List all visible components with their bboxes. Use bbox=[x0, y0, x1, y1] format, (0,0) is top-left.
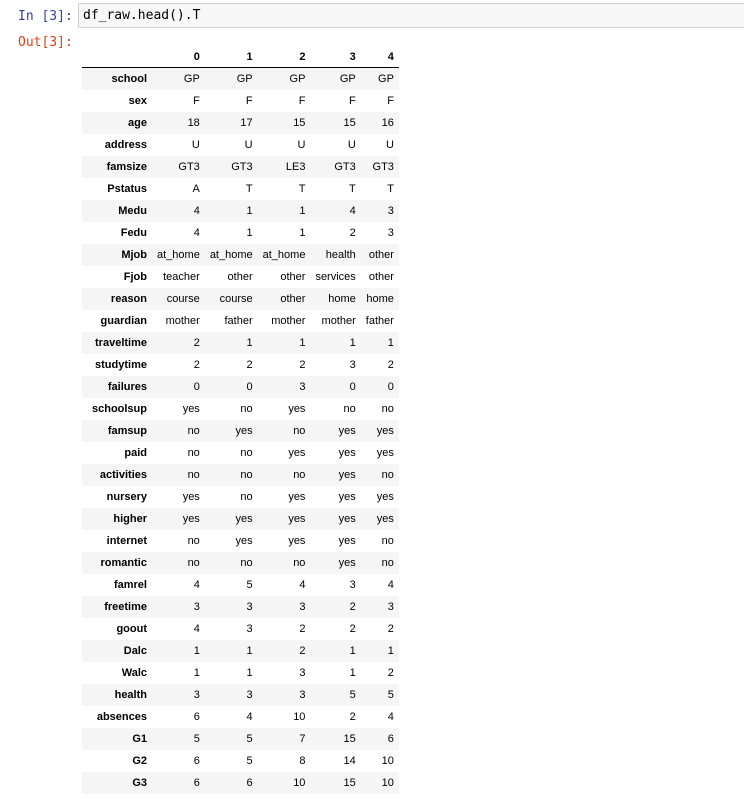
table-cell: GP bbox=[236, 73, 253, 85]
table-cell: U bbox=[297, 139, 306, 151]
table-cell: F bbox=[193, 95, 200, 107]
table-cell: no bbox=[187, 557, 200, 569]
table-cell: U bbox=[385, 139, 394, 151]
table-cell: 1 bbox=[349, 337, 356, 349]
table-cell: 3 bbox=[299, 689, 306, 701]
table-cell: 10 bbox=[381, 777, 394, 789]
table-cell: 17 bbox=[240, 117, 253, 129]
table-cell: 1 bbox=[246, 205, 253, 217]
table-cell: no bbox=[240, 403, 253, 415]
table-cell: T bbox=[387, 183, 394, 195]
row-label: Walc bbox=[121, 667, 147, 679]
table-cell: 1 bbox=[246, 667, 253, 679]
table-row bbox=[82, 134, 399, 156]
table-cell: 1 bbox=[299, 205, 306, 217]
table-cell: 4 bbox=[349, 205, 356, 217]
table-cell: 7 bbox=[299, 733, 306, 745]
table-cell: yes bbox=[338, 513, 356, 525]
header-row bbox=[82, 46, 399, 68]
table-cell: 10 bbox=[293, 777, 306, 789]
table-cell: 1 bbox=[349, 645, 356, 657]
row-label: freetime bbox=[104, 601, 147, 613]
table-cell: 1 bbox=[349, 667, 356, 679]
table-row bbox=[82, 178, 399, 200]
table-cell: 3 bbox=[387, 227, 394, 239]
code-text: df_raw.head().T bbox=[83, 8, 201, 23]
code-input-cell[interactable] bbox=[78, 3, 744, 28]
table-cell: F bbox=[387, 95, 394, 107]
table-cell: other bbox=[368, 249, 394, 261]
table-cell: 2 bbox=[349, 601, 356, 613]
column-header: 4 bbox=[361, 46, 399, 68]
table-cell: mother bbox=[165, 315, 200, 327]
table-cell: 15 bbox=[343, 733, 356, 745]
table-cell: yes bbox=[338, 425, 356, 437]
table-cell: home bbox=[366, 293, 394, 305]
table-cell: 1 bbox=[299, 227, 306, 239]
table-cell: course bbox=[166, 293, 200, 305]
table-row bbox=[82, 266, 399, 288]
table-cell: U bbox=[191, 139, 200, 151]
table-cell: no bbox=[187, 447, 200, 459]
table-cell: 10 bbox=[381, 755, 394, 767]
table-cell: 5 bbox=[387, 689, 394, 701]
table-cell: 0 bbox=[349, 381, 356, 393]
table-row bbox=[82, 354, 399, 376]
table-cell: U bbox=[244, 139, 253, 151]
table-row bbox=[82, 574, 399, 596]
table-cell: other bbox=[280, 271, 306, 283]
table-cell: 3 bbox=[299, 381, 306, 393]
table-cell: yes bbox=[235, 535, 253, 547]
row-label: G1 bbox=[132, 733, 147, 745]
row-label: address bbox=[104, 139, 147, 151]
table-row bbox=[82, 530, 399, 552]
table-cell: GT3 bbox=[178, 161, 200, 173]
table-cell: T bbox=[245, 183, 253, 195]
table-cell: 3 bbox=[193, 601, 200, 613]
table-cell: 2 bbox=[387, 623, 394, 635]
table-cell: GP bbox=[289, 73, 306, 85]
table-row bbox=[82, 310, 399, 332]
column-header: 0 bbox=[152, 46, 205, 68]
table-cell: yes bbox=[182, 403, 200, 415]
table-cell: GT3 bbox=[372, 161, 394, 173]
table-cell: GT3 bbox=[334, 161, 356, 173]
table-cell: A bbox=[192, 183, 200, 195]
table-row bbox=[82, 244, 399, 266]
table-cell: no bbox=[240, 557, 253, 569]
table-row bbox=[82, 288, 399, 310]
table-row bbox=[82, 420, 399, 442]
table-cell: health bbox=[325, 249, 356, 261]
table-cell: home bbox=[328, 293, 356, 305]
table-cell: yes bbox=[235, 513, 253, 525]
table-cell: 2 bbox=[387, 359, 394, 371]
table-cell: 16 bbox=[381, 117, 394, 129]
table-cell: U bbox=[347, 139, 356, 151]
table-cell: yes bbox=[338, 469, 356, 481]
table-cell: no bbox=[381, 535, 394, 547]
table-cell: F bbox=[245, 95, 253, 107]
row-label: Fedu bbox=[120, 227, 147, 239]
row-label: Dalc bbox=[123, 645, 147, 657]
table-cell: 2 bbox=[193, 359, 200, 371]
table-cell: teacher bbox=[163, 271, 200, 283]
row-label: age bbox=[128, 117, 147, 129]
table-cell: mother bbox=[271, 315, 306, 327]
row-label: internet bbox=[106, 535, 147, 547]
table-cell: services bbox=[315, 271, 356, 283]
table-cell: 6 bbox=[193, 777, 200, 789]
table-cell: 2 bbox=[349, 711, 356, 723]
table-cell: 1 bbox=[246, 337, 253, 349]
table-row bbox=[82, 596, 399, 618]
row-label: famrel bbox=[113, 579, 147, 591]
table-cell: 3 bbox=[246, 601, 253, 613]
table-cell: no bbox=[293, 469, 306, 481]
table-cell: mother bbox=[321, 315, 356, 327]
table-cell: 1 bbox=[299, 337, 306, 349]
table-row bbox=[82, 508, 399, 530]
table-cell: father bbox=[224, 315, 253, 327]
row-label: health bbox=[114, 689, 147, 701]
table-cell: no bbox=[240, 469, 253, 481]
table-row bbox=[82, 684, 399, 706]
table-cell: 1 bbox=[246, 645, 253, 657]
table-cell: yes bbox=[338, 447, 356, 459]
row-label: romantic bbox=[100, 557, 147, 569]
table-cell: 3 bbox=[349, 579, 356, 591]
table-cell: yes bbox=[288, 491, 306, 503]
table-cell: 8 bbox=[299, 755, 306, 767]
table-cell: GP bbox=[378, 73, 394, 85]
table-cell: 2 bbox=[299, 645, 306, 657]
table-row bbox=[82, 640, 399, 662]
row-label: activities bbox=[99, 469, 147, 481]
table-cell: yes bbox=[288, 513, 306, 525]
table-cell: LE3 bbox=[285, 161, 306, 173]
table-cell: 3 bbox=[299, 667, 306, 679]
column-header: 1 bbox=[205, 46, 258, 68]
table-cell: no bbox=[343, 403, 356, 415]
table-cell: 4 bbox=[193, 227, 200, 239]
table-row bbox=[82, 442, 399, 464]
row-label: goout bbox=[116, 623, 147, 635]
table-cell: 5 bbox=[349, 689, 356, 701]
table-cell: 5 bbox=[246, 579, 253, 591]
table-cell: yes bbox=[376, 513, 394, 525]
table-cell: 4 bbox=[193, 205, 200, 217]
table-cell: 3 bbox=[193, 689, 200, 701]
table-cell: no bbox=[187, 535, 200, 547]
table-cell: GP bbox=[183, 73, 200, 85]
table-cell: T bbox=[349, 183, 356, 195]
table-cell: 6 bbox=[246, 777, 253, 789]
table-cell: 5 bbox=[193, 733, 200, 745]
table-cell: yes bbox=[376, 425, 394, 437]
table-cell: 4 bbox=[193, 579, 200, 591]
row-label: paid bbox=[124, 447, 147, 459]
table-cell: GP bbox=[339, 73, 356, 85]
table-cell: 5 bbox=[246, 733, 253, 745]
row-label: traveltime bbox=[95, 337, 147, 349]
table-row bbox=[82, 156, 399, 178]
table-cell: 3 bbox=[246, 689, 253, 701]
table-cell: yes bbox=[288, 403, 306, 415]
row-label: studytime bbox=[95, 359, 147, 371]
row-label: school bbox=[111, 73, 147, 85]
dataframe-table bbox=[82, 46, 399, 794]
table-cell: 2 bbox=[387, 667, 394, 679]
input-prompt: In [3]: bbox=[18, 9, 73, 24]
table-cell: 10 bbox=[293, 711, 306, 723]
row-label: G3 bbox=[132, 777, 147, 789]
row-label: famsize bbox=[106, 161, 147, 173]
table-cell: yes bbox=[338, 491, 356, 503]
table-cell: yes bbox=[376, 491, 394, 503]
table-cell: 6 bbox=[193, 711, 200, 723]
table-cell: 0 bbox=[387, 381, 394, 393]
table-row bbox=[82, 662, 399, 684]
row-label: Mjob bbox=[121, 249, 147, 261]
table-cell: 0 bbox=[193, 381, 200, 393]
table-cell: yes bbox=[182, 491, 200, 503]
table-cell: no bbox=[293, 557, 306, 569]
table-cell: at_home bbox=[157, 249, 200, 261]
table-cell: other bbox=[368, 271, 394, 283]
table-cell: F bbox=[349, 95, 356, 107]
table-cell: 15 bbox=[293, 117, 306, 129]
table-cell: no bbox=[187, 469, 200, 481]
table-cell: yes bbox=[182, 513, 200, 525]
table-cell: 3 bbox=[246, 623, 253, 635]
table-cell: 15 bbox=[343, 117, 356, 129]
table-row bbox=[82, 618, 399, 640]
output-prompt: Out[3]: bbox=[18, 35, 73, 50]
table-cell: no bbox=[240, 491, 253, 503]
table-body bbox=[82, 68, 399, 795]
table-row bbox=[82, 486, 399, 508]
table-row bbox=[82, 376, 399, 398]
table-row bbox=[82, 112, 399, 134]
row-label: absences bbox=[96, 711, 147, 723]
table-cell: 2 bbox=[246, 359, 253, 371]
table-cell: 2 bbox=[349, 623, 356, 635]
row-label: G2 bbox=[132, 755, 147, 767]
row-label: Fjob bbox=[123, 271, 147, 283]
table-cell: no bbox=[240, 447, 253, 459]
column-header: 2 bbox=[258, 46, 311, 68]
index-header bbox=[82, 46, 152, 68]
row-label: reason bbox=[110, 293, 147, 305]
table-cell: yes bbox=[235, 425, 253, 437]
table-cell: 0 bbox=[246, 381, 253, 393]
table-cell: 2 bbox=[349, 227, 356, 239]
row-label: Pstatus bbox=[107, 183, 147, 195]
column-header: 3 bbox=[310, 46, 360, 68]
table-cell: 4 bbox=[299, 579, 306, 591]
table-cell: 3 bbox=[387, 601, 394, 613]
table-cell: 3 bbox=[349, 359, 356, 371]
table-row bbox=[82, 706, 399, 728]
table-cell: 1 bbox=[193, 667, 200, 679]
table-cell: 2 bbox=[299, 359, 306, 371]
table-cell: 14 bbox=[343, 755, 356, 767]
table-row bbox=[82, 332, 399, 354]
row-label: nursery bbox=[106, 491, 147, 503]
table-cell: yes bbox=[338, 535, 356, 547]
row-label: sex bbox=[128, 95, 147, 107]
table-cell: yes bbox=[376, 447, 394, 459]
table-cell: yes bbox=[288, 535, 306, 547]
table-cell: no bbox=[293, 425, 306, 437]
table-cell: other bbox=[280, 293, 306, 305]
table-cell: yes bbox=[338, 557, 356, 569]
table-cell: 2 bbox=[299, 623, 306, 635]
table-cell: 4 bbox=[193, 623, 200, 635]
table-row bbox=[82, 772, 399, 794]
row-label: guardian bbox=[100, 315, 147, 327]
table-cell: 6 bbox=[387, 733, 394, 745]
table-cell: 1 bbox=[193, 645, 200, 657]
row-label: failures bbox=[107, 381, 147, 393]
table-cell: 3 bbox=[299, 601, 306, 613]
table-row bbox=[82, 750, 399, 772]
table-cell: at_home bbox=[209, 249, 253, 261]
table-cell: 3 bbox=[387, 205, 394, 217]
row-label: higher bbox=[113, 513, 147, 525]
table-cell: 4 bbox=[387, 711, 394, 723]
table-row bbox=[82, 552, 399, 574]
table-cell: 5 bbox=[246, 755, 253, 767]
row-label: schoolsup bbox=[91, 403, 147, 415]
table-cell: no bbox=[187, 425, 200, 437]
table-cell: 4 bbox=[387, 579, 394, 591]
table-cell: 6 bbox=[193, 755, 200, 767]
table-cell: father bbox=[365, 315, 394, 327]
table-row bbox=[82, 200, 399, 222]
table-row bbox=[82, 90, 399, 112]
table-row bbox=[82, 398, 399, 420]
table-cell: 18 bbox=[187, 117, 200, 129]
table-cell: 1 bbox=[246, 227, 253, 239]
row-label: famsup bbox=[107, 425, 147, 437]
table-row bbox=[82, 464, 399, 486]
table-cell: other bbox=[227, 271, 253, 283]
table-cell: no bbox=[381, 557, 394, 569]
table-row bbox=[82, 222, 399, 244]
table-cell: 2 bbox=[193, 337, 200, 349]
table-cell: F bbox=[298, 95, 306, 107]
table-cell: 1 bbox=[387, 337, 394, 349]
table-cell: yes bbox=[288, 447, 306, 459]
table-cell: at_home bbox=[262, 249, 306, 261]
table-cell: 4 bbox=[246, 711, 253, 723]
table-cell: GT3 bbox=[231, 161, 253, 173]
table-cell: course bbox=[219, 293, 253, 305]
table-cell: no bbox=[381, 469, 394, 481]
row-label: Medu bbox=[118, 205, 147, 217]
table-cell: T bbox=[298, 183, 306, 195]
table-row bbox=[82, 728, 399, 750]
table-cell: 15 bbox=[343, 777, 356, 789]
table-row bbox=[82, 68, 399, 91]
table-cell: no bbox=[381, 403, 394, 415]
table-cell: 1 bbox=[387, 645, 394, 657]
